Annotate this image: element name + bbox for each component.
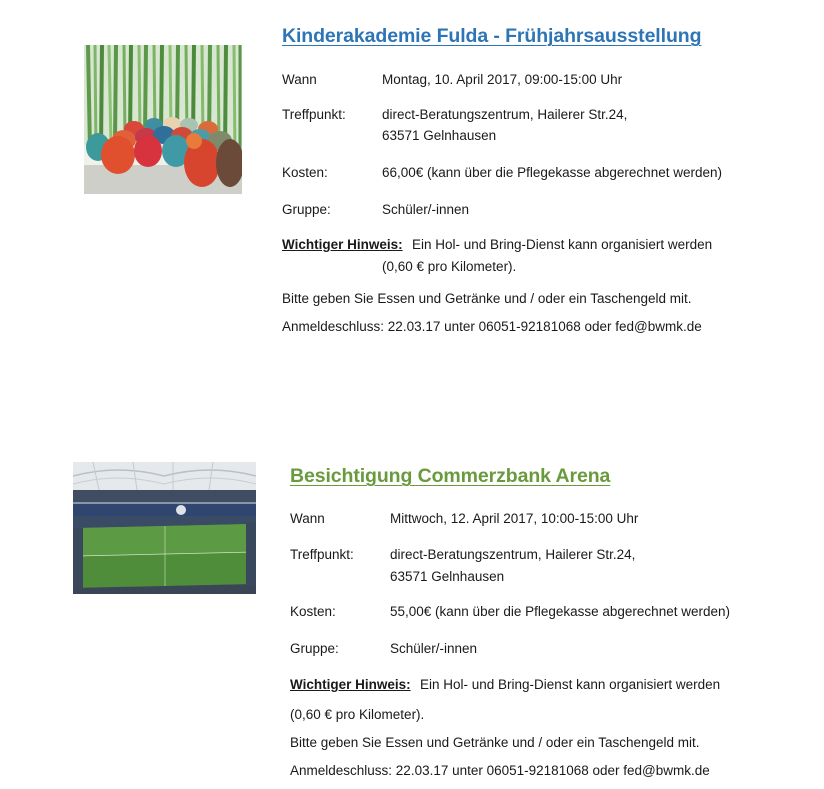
food-note: Bitte geben Sie Essen und Getränke und / oder ein Taschengeld mit. bbox=[290, 735, 700, 750]
cost-value: 55,00€ (kann über die Pflegekasse abgerechnet werden) bbox=[390, 604, 730, 619]
registration-deadline: Anmeldeschluss: 22.03.17 unter 06051-92181068 oder fed@bwmk.de bbox=[290, 763, 710, 778]
notice-line2: (0,60 € pro Kilometer). bbox=[290, 707, 425, 722]
when-label: Wann bbox=[290, 511, 325, 526]
meeting-address-line2: 63571 Gelnhausen bbox=[382, 128, 497, 143]
event-title[interactable]: Kinderakademie Fulda - Frühjahrsausstellung bbox=[282, 25, 702, 47]
meeting-address-line1: direct-Beratungszentrum, Hailerer Str.24, bbox=[382, 107, 628, 122]
notice-line1: Ein Hol- und Bring-Dienst kann organisiert werden bbox=[412, 237, 713, 252]
meeting-address-line2: 63571 Gelnhausen bbox=[390, 569, 505, 584]
cost-label: Kosten: bbox=[290, 604, 336, 619]
cost-label: Kosten: bbox=[282, 165, 328, 180]
cost-value: 66,00€ (kann über die Pflegekasse abgerechnet werden) bbox=[382, 165, 722, 180]
notice-label: Wichtiger Hinweis: bbox=[282, 237, 403, 252]
when-value: Montag, 10. April 2017, 09:00-15:00 Uhr bbox=[382, 72, 623, 87]
group-label: Gruppe: bbox=[282, 202, 331, 217]
group-value: Schüler/-innen bbox=[382, 202, 470, 217]
meeting-label: Treffpunkt: bbox=[290, 547, 354, 562]
exhibition-photo bbox=[84, 45, 242, 194]
notice-line2: (0,60 € pro Kilometer). bbox=[382, 259, 517, 274]
registration-deadline: Anmeldeschluss: 22.03.17 unter 06051-92181068 oder fed@bwmk.de bbox=[282, 319, 702, 334]
group-value: Schüler/-innen bbox=[390, 641, 478, 656]
notice-line1: Ein Hol- und Bring-Dienst kann organisiert werden bbox=[420, 677, 721, 692]
food-note: Bitte geben Sie Essen und Getränke und / oder ein Taschengeld mit. bbox=[282, 291, 692, 306]
meeting-label: Treffpunkt: bbox=[282, 107, 346, 122]
stadium-photo bbox=[73, 462, 256, 594]
balls-and-grass-image bbox=[84, 45, 242, 194]
when-label: Wann bbox=[282, 72, 317, 87]
when-value: Mittwoch, 12. April 2017, 10:00-15:00 Uhr bbox=[390, 511, 639, 526]
meeting-address-line1: direct-Beratungszentrum, Hailerer Str.24, bbox=[390, 547, 636, 562]
stadium-image bbox=[73, 462, 256, 594]
group-label: Gruppe: bbox=[290, 641, 339, 656]
event-title[interactable]: Besichtigung Commerzbank Arena bbox=[290, 465, 611, 487]
notice-label: Wichtiger Hinweis: bbox=[290, 677, 411, 692]
